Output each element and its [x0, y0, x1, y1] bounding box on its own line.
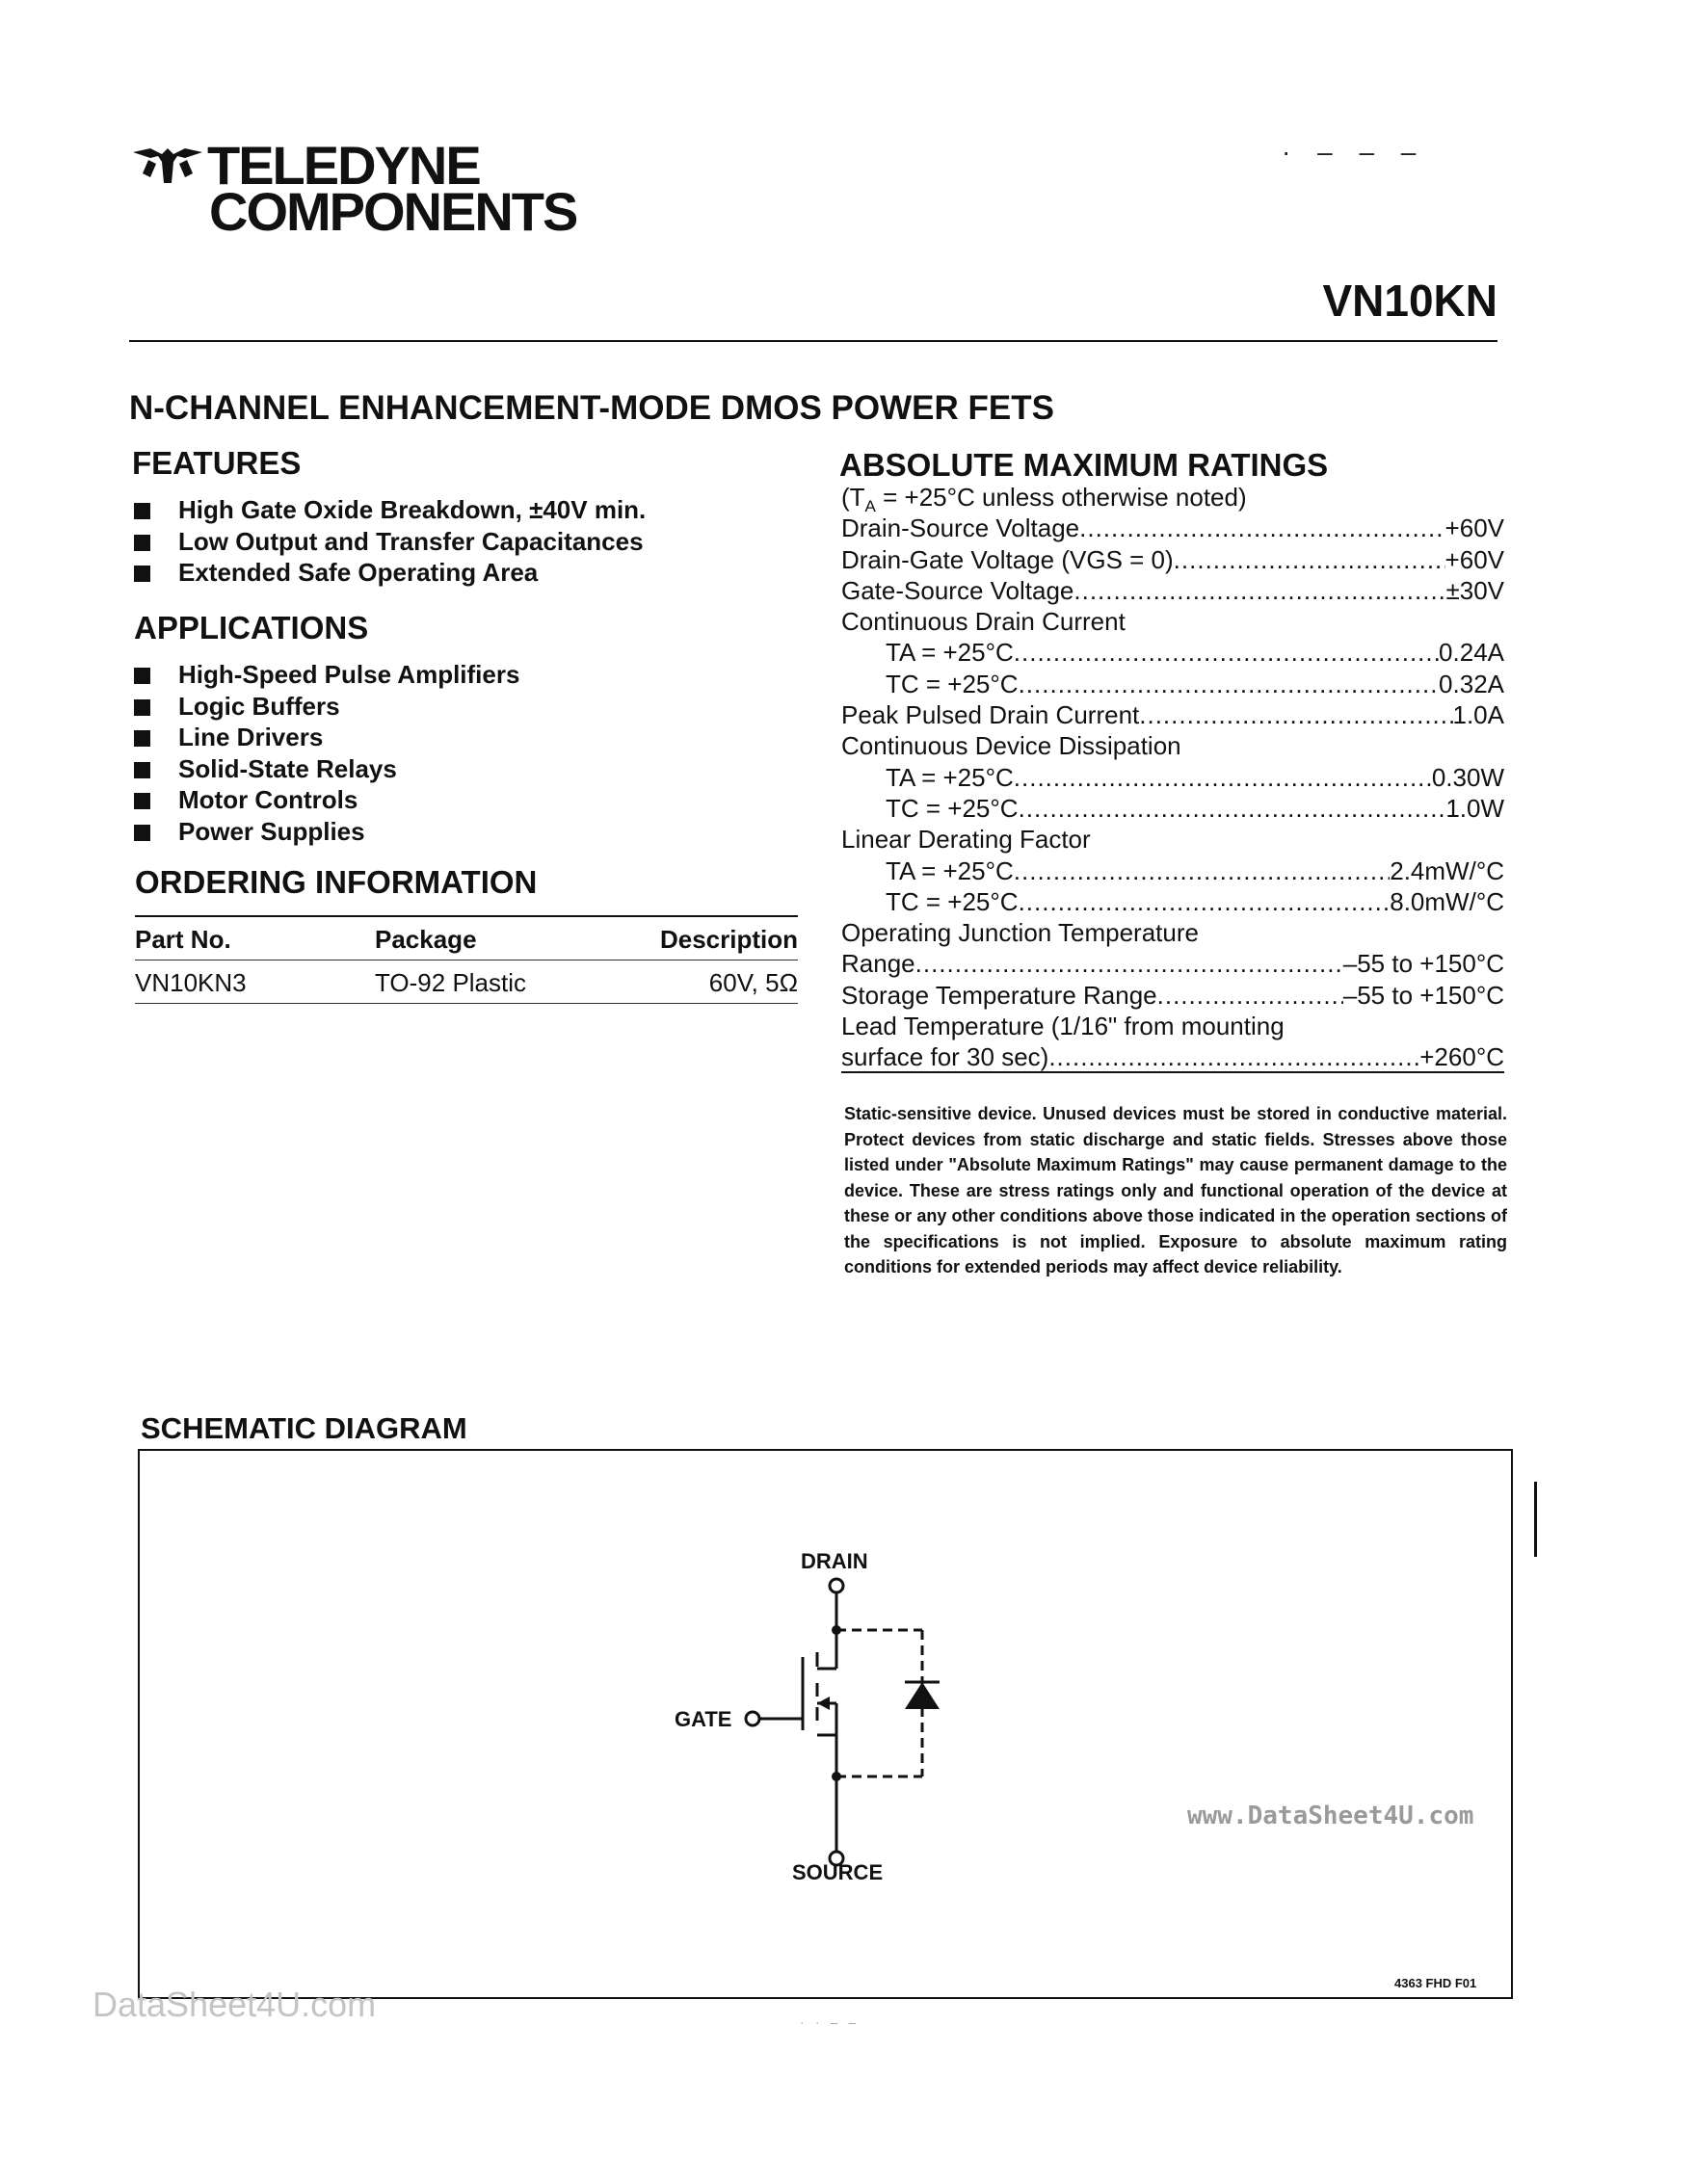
- rating-group-label: Continuous Drain Current: [841, 607, 1126, 637]
- rating-row: TA = +25°C ..... 0.24A: [841, 637, 1504, 668]
- ordering-heading: ORDERING INFORMATION: [135, 864, 538, 900]
- rating-row: TC = +25°C ..... 0.32A: [841, 669, 1504, 699]
- page-marks: · · ‒ ‒: [800, 2015, 860, 2030]
- esd-caution-note: Static-sensitive device. Unused devices must be stored in conductive material. Protect devices from static discharge and static fields. Stresses above those listed under "Absolute Maximum Ratings" may cause permanent damage to the device. These are stress ratings only and functional operation of the device at these or any other conditions above those indicated in the operation sections of the specifications is not implied. Exposure to absolute maximum rating conditions for extended periods may affect device reliability.: [844, 1104, 1507, 1276]
- rating-row: TC = +25°C ..... 8.0mW/°C: [841, 886, 1504, 917]
- drain-terminal: [830, 1579, 843, 1592]
- applications-list: [134, 659, 519, 847]
- list-item: Solid-State Relays: [134, 753, 519, 785]
- bullet-icon: [134, 503, 150, 519]
- list-item: Logic Buffers: [134, 691, 519, 723]
- cell-description: 60V, 5Ω: [708, 968, 798, 997]
- ratings-heading: ABSOLUTE MAXIMUM RATINGS: [839, 447, 1329, 483]
- rating-row: Storage Temperature Range ..... –55 to +150°C: [841, 980, 1504, 1011]
- list-item: Extended Safe Operating Area: [134, 557, 646, 589]
- bullet-icon: [134, 535, 150, 551]
- revision-bar: [1534, 1482, 1537, 1557]
- list-item: Line Drivers: [134, 722, 519, 753]
- bullet-icon: [134, 730, 150, 747]
- document-title: N-CHANNEL ENHANCEMENT-MODE DMOS POWER FETS: [129, 389, 1054, 427]
- rating-row: Gate-Source Voltage ..... ±30V: [841, 575, 1504, 606]
- list-item: Power Supplies: [134, 816, 519, 848]
- company-line-2: COMPONENTS: [209, 181, 577, 242]
- rating-row: Peak Pulsed Drain Current ..... 1.0A: [841, 699, 1504, 730]
- features-list: [134, 494, 646, 589]
- col-header-package: Package: [375, 925, 477, 954]
- list-item: High-Speed Pulse Amplifiers: [134, 659, 519, 691]
- header-divider: [129, 340, 1497, 342]
- ratings-list: [841, 482, 1504, 1073]
- teledyne-logo-icon: [129, 145, 206, 193]
- rating-row: Range ..... –55 to +150°C: [841, 948, 1504, 979]
- cell-part: VN10KN3: [135, 968, 247, 997]
- schematic-frame: [138, 1449, 1513, 1999]
- features-heading: FEATURES: [132, 445, 302, 481]
- ratings-condition: ($T_A = +25^\circ C$ unless otherwise noted): [841, 483, 1247, 516]
- ratings-bottom-rule: [841, 1071, 1504, 1073]
- rating-group-label: Operating Junction Temperature: [841, 918, 1199, 948]
- figure-code: 4363 FHD F01: [1394, 1976, 1477, 1990]
- cell-package: TO-92 Plastic: [375, 968, 527, 997]
- rating-group-label: Lead Temperature (1/16" from mounting: [841, 1012, 1285, 1041]
- company-name: [207, 135, 577, 242]
- gate-terminal: [746, 1712, 759, 1725]
- drain-label: DRAIN: [801, 1549, 868, 1573]
- watermark-right: www.DataSheet4U.com: [1187, 1802, 1474, 1830]
- scan-corner-marks: · ‒ ‒ ‒: [1282, 137, 1426, 167]
- mosfet-schematic: [140, 1451, 1511, 1997]
- rating-row: surface for 30 sec) ..... +260°C: [841, 1041, 1504, 1072]
- gate-label: GATE: [675, 1707, 732, 1731]
- watermark-left: DataSheet4U.com: [93, 1985, 377, 2024]
- rating-row: Drain-Source Voltage ..... +60V: [841, 513, 1504, 543]
- bullet-icon: [134, 825, 150, 841]
- body-diode-icon: [905, 1682, 940, 1709]
- part-number-title: VN10KN: [1322, 276, 1497, 326]
- bullet-icon: [134, 668, 150, 684]
- rating-row: TA = +25°C ..... 2.4mW/°C: [841, 855, 1504, 886]
- bullet-icon: [134, 699, 150, 716]
- company-line-1: TELEDYNE: [207, 135, 480, 196]
- source-label: SOURCE: [792, 1860, 884, 1884]
- table-row: [135, 960, 798, 1003]
- ordering-table: [135, 915, 798, 1004]
- list-item: Motor Controls: [134, 784, 519, 816]
- table-header-row: [135, 917, 798, 960]
- rating-row: TC = +25°C ..... 1.0W: [841, 793, 1504, 824]
- rating-group-label: Continuous Device Dissipation: [841, 731, 1181, 761]
- schematic-heading: SCHEMATIC DIAGRAM: [141, 1411, 467, 1445]
- bullet-icon: [134, 762, 150, 778]
- bullet-icon: [134, 566, 150, 582]
- col-header-description: Description: [659, 925, 798, 954]
- col-header-part: Part No.: [135, 925, 231, 954]
- bullet-icon: [134, 793, 150, 809]
- list-item: High Gate Oxide Breakdown, ±40V min.: [134, 494, 646, 526]
- applications-heading: APPLICATIONS: [134, 610, 369, 645]
- rating-row: TA = +25°C ..... 0.30W: [841, 762, 1504, 793]
- table-bottom-rule: [135, 1003, 798, 1004]
- list-item: Low Output and Transfer Capacitances: [134, 526, 646, 558]
- rating-row: Drain-Gate Voltage (VGS = 0) ..... +60V: [841, 544, 1504, 575]
- rating-group-label: Linear Derating Factor: [841, 825, 1091, 855]
